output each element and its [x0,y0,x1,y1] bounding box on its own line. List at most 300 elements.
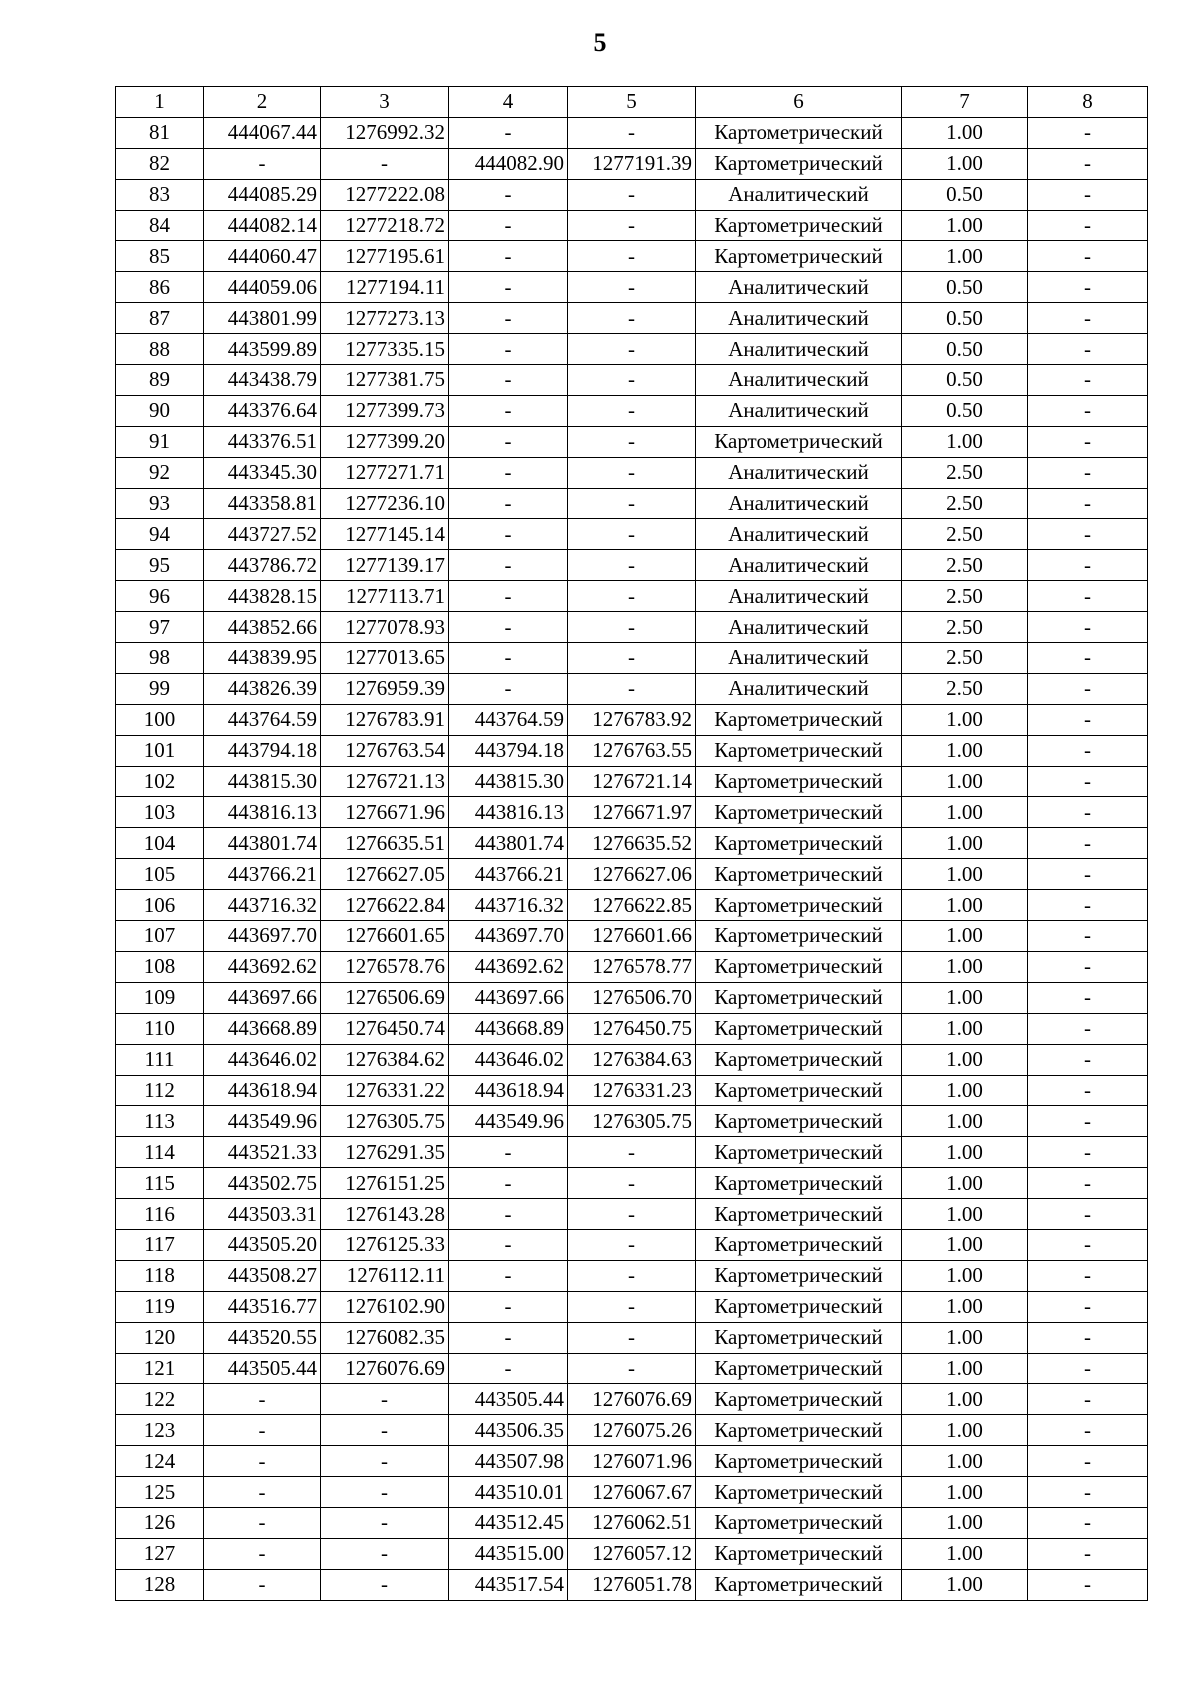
table-cell: 443815.30 [449,766,568,797]
table-cell: 1.00 [902,241,1028,272]
table-row [116,1477,1148,1508]
table-cell: - [449,1168,568,1199]
table-cell: Картометрический [696,148,902,179]
table-cell: 1277271.71 [321,457,449,488]
table-cell: 100 [116,704,204,735]
table-row [116,1446,1148,1477]
table-cell: Картометрический [696,890,902,921]
table-cell: 120 [116,1322,204,1353]
table-row [116,426,1148,457]
table-cell: 1276067.67 [568,1477,696,1508]
table-cell: 1276671.96 [321,797,449,828]
table-cell: Аналитический [696,334,902,365]
table-cell: 1.00 [902,828,1028,859]
table-cell: - [1028,643,1148,674]
table-cell: 443828.15 [204,581,321,612]
table-cell: - [568,1229,696,1260]
table-cell: 128 [116,1569,204,1600]
table-row [116,179,1148,210]
table-cell: 444085.29 [204,179,321,210]
table-cell: 126 [116,1507,204,1538]
table-cell: 443697.70 [204,921,321,952]
table-cell: 98 [116,643,204,674]
table-cell: - [1028,1353,1148,1384]
table-cell: - [1028,1044,1148,1075]
table-row [116,1322,1148,1353]
table-cell: - [1028,1168,1148,1199]
table-cell: 118 [116,1260,204,1291]
table-cell: - [1028,1291,1148,1322]
table-cell: 1277139.17 [321,550,449,581]
table-cell: 108 [116,951,204,982]
table-cell: 1276506.70 [568,982,696,1013]
table-cell: - [568,519,696,550]
table-cell: 1276763.54 [321,735,449,766]
table-cell: 1276125.33 [321,1229,449,1260]
table-cell: 1.00 [902,1013,1028,1044]
table-cell: - [1028,210,1148,241]
table-cell: - [321,1507,449,1538]
table-cell: - [568,457,696,488]
table-cell: - [449,1137,568,1168]
table-cell: 444082.90 [449,148,568,179]
table-cell: 1276051.78 [568,1569,696,1600]
table-cell: - [449,519,568,550]
table-cell: 443852.66 [204,612,321,643]
table-cell: 443786.72 [204,550,321,581]
table-cell: 443505.44 [449,1384,568,1415]
table-cell: 443801.74 [204,828,321,859]
table-row [116,457,1148,488]
table-cell: 0.50 [902,303,1028,334]
table-row [116,272,1148,303]
table-cell: - [1028,982,1148,1013]
table-cell: 443826.39 [204,673,321,704]
table-cell: 1276763.55 [568,735,696,766]
table-cell: 1277218.72 [321,210,449,241]
table-cell: Аналитический [696,179,902,210]
table-cell: - [1028,1477,1148,1508]
table-cell: - [204,1507,321,1538]
table-cell: - [449,1322,568,1353]
table-cell: 443794.18 [204,735,321,766]
table-row [116,828,1148,859]
table-cell: 2.50 [902,673,1028,704]
table-cell: - [1028,1507,1148,1538]
table-cell: - [1028,828,1148,859]
table-cell: Аналитический [696,550,902,581]
table-cell: - [1028,426,1148,457]
table-cell: - [1028,1199,1148,1230]
table-cell: - [568,488,696,519]
table-row [116,210,1148,241]
table-cell: - [449,365,568,396]
table-cell: 443508.27 [204,1260,321,1291]
table-cell: 1.00 [902,1137,1028,1168]
table-cell: Картометрический [696,1168,902,1199]
table-cell: - [1028,1013,1148,1044]
table-cell: Картометрический [696,1415,902,1446]
table-cell: 124 [116,1446,204,1477]
table-cell: - [449,210,568,241]
table-cell: 127 [116,1538,204,1569]
table-cell: Картометрический [696,797,902,828]
table-cell: - [449,303,568,334]
table-cell: 443503.31 [204,1199,321,1230]
table-cell: - [568,334,696,365]
table-cell: 99 [116,673,204,704]
table-cell: - [568,395,696,426]
table-cell: Картометрический [696,426,902,457]
table-cell: 443376.64 [204,395,321,426]
table-cell: - [1028,179,1148,210]
table-cell: - [1028,1384,1148,1415]
table-cell: - [1028,272,1148,303]
table-cell: Картометрический [696,828,902,859]
table-cell: 0.50 [902,334,1028,365]
table-cell: 443727.52 [204,519,321,550]
table-cell: - [449,426,568,457]
table-cell: - [449,334,568,365]
table-cell: - [1028,766,1148,797]
table-cell: - [449,272,568,303]
table-cell: 1276305.75 [321,1106,449,1137]
table-header-row [116,87,1148,118]
table-cell: 2.50 [902,612,1028,643]
table-cell: 443668.89 [204,1013,321,1044]
table-cell: - [568,210,696,241]
table-cell: - [204,1446,321,1477]
table-cell: 1276143.28 [321,1199,449,1230]
table-cell: - [204,1415,321,1446]
table-cell: 443502.75 [204,1168,321,1199]
table-cell: 116 [116,1199,204,1230]
table-cell: - [1028,1322,1148,1353]
table-cell: - [568,1137,696,1168]
table-row [116,488,1148,519]
table-cell: - [1028,395,1148,426]
table-cell: - [568,581,696,612]
table-cell: Картометрический [696,982,902,1013]
table-cell: 81 [116,117,204,148]
table-cell: Картометрический [696,1106,902,1137]
table-cell: 96 [116,581,204,612]
table-cell: 1276082.35 [321,1322,449,1353]
table-cell: 443599.89 [204,334,321,365]
table-cell: 1.00 [902,704,1028,735]
table-cell: 1276578.76 [321,951,449,982]
table-cell: 443764.59 [449,704,568,735]
table-cell: Картометрический [696,1075,902,1106]
table-cell: - [449,395,568,426]
table-cell: Картометрический [696,1538,902,1569]
table-cell: - [204,1538,321,1569]
table-cell: - [204,1384,321,1415]
table-cell: 443510.01 [449,1477,568,1508]
table-cell: - [1028,1415,1148,1446]
table-cell: - [1028,612,1148,643]
table-cell: 1276450.74 [321,1013,449,1044]
table-cell: - [449,550,568,581]
table-cell: - [449,1229,568,1260]
table-cell: 110 [116,1013,204,1044]
table-cell: 1277381.75 [321,365,449,396]
table-cell: Картометрический [696,1322,902,1353]
table-cell: 1276112.11 [321,1260,449,1291]
table-cell: - [1028,859,1148,890]
table-cell: 443521.33 [204,1137,321,1168]
table-cell: 1276075.26 [568,1415,696,1446]
table-cell: 117 [116,1229,204,1260]
table-cell: 1.00 [902,1538,1028,1569]
table-cell: 109 [116,982,204,1013]
table-row [116,1168,1148,1199]
table-cell: 443506.35 [449,1415,568,1446]
table-cell: 444060.47 [204,241,321,272]
table-row [116,395,1148,426]
table-cell: 443512.45 [449,1507,568,1538]
table-cell: 443505.20 [204,1229,321,1260]
table-cell: - [449,179,568,210]
table-row [116,365,1148,396]
table-cell: Аналитический [696,612,902,643]
table-cell: - [1028,519,1148,550]
table-cell: 1277399.73 [321,395,449,426]
table-cell: Аналитический [696,303,902,334]
table-cell: 97 [116,612,204,643]
table-cell: - [568,1260,696,1291]
table-cell: Картометрический [696,1044,902,1075]
table-cell: 1276959.39 [321,673,449,704]
table-cell: - [568,365,696,396]
table-cell: 443646.02 [449,1044,568,1075]
table-cell: 1276622.85 [568,890,696,921]
table-cell: Картометрический [696,1384,902,1415]
table-cell: - [568,1199,696,1230]
table-row [116,334,1148,365]
table-cell: 0.50 [902,179,1028,210]
table-cell: 444067.44 [204,117,321,148]
table-cell: 443692.62 [204,951,321,982]
table-cell: 114 [116,1137,204,1168]
table-cell: 1277078.93 [321,612,449,643]
table-cell: 90 [116,395,204,426]
table-cell: 1277145.14 [321,519,449,550]
table-cell: - [568,1353,696,1384]
table-cell: 1276076.69 [321,1353,449,1384]
table-row [116,1384,1148,1415]
table-row [116,241,1148,272]
table-cell: 443794.18 [449,735,568,766]
table-cell: 94 [116,519,204,550]
table-cell: 443358.81 [204,488,321,519]
table-cell: 1.00 [902,148,1028,179]
table-row [116,303,1148,334]
table-cell: Аналитический [696,673,902,704]
table-cell: 1276102.90 [321,1291,449,1322]
table-row [116,766,1148,797]
table-cell: 1.00 [902,1322,1028,1353]
table-cell: 1276384.62 [321,1044,449,1075]
table-cell: - [1028,735,1148,766]
table-cell: - [449,488,568,519]
table-cell: 1276331.23 [568,1075,696,1106]
table-cell: 443516.77 [204,1291,321,1322]
column-header-5: 5 [568,87,696,118]
table-cell: 443549.96 [449,1106,568,1137]
table-row [116,148,1148,179]
table-row [116,704,1148,735]
table-cell: Аналитический [696,643,902,674]
table-row [116,1538,1148,1569]
table-cell: 1277335.15 [321,334,449,365]
table-cell: - [1028,951,1148,982]
table-row [116,982,1148,1013]
table-cell: 444059.06 [204,272,321,303]
table-cell: - [568,303,696,334]
table-cell: 1276992.32 [321,117,449,148]
table-cell: - [321,1415,449,1446]
table-cell: - [449,1353,568,1384]
table-cell: - [1028,890,1148,921]
table-cell: 2.50 [902,519,1028,550]
table-cell: 1276783.91 [321,704,449,735]
table-cell: 443766.21 [449,859,568,890]
table-cell: 1277222.08 [321,179,449,210]
table-cell: 103 [116,797,204,828]
table-cell: 443766.21 [204,859,321,890]
table-cell: 443515.00 [449,1538,568,1569]
table-row [116,550,1148,581]
table-cell: 1276384.63 [568,1044,696,1075]
table-row [116,1137,1148,1168]
table-cell: 0.50 [902,272,1028,303]
table-cell: - [1028,1137,1148,1168]
table-cell: - [321,1538,449,1569]
table-cell: - [449,117,568,148]
table-row [116,1229,1148,1260]
table-cell: 1276721.13 [321,766,449,797]
table-cell: - [568,550,696,581]
table-row [116,921,1148,952]
table-cell: 93 [116,488,204,519]
table-cell: - [568,426,696,457]
column-header-4: 4 [449,87,568,118]
table-cell: 106 [116,890,204,921]
table-cell: 443438.79 [204,365,321,396]
table-cell: 107 [116,921,204,952]
table-cell: 1.00 [902,1199,1028,1230]
table-cell: 1.00 [902,1569,1028,1600]
table-cell: Картометрический [696,1569,902,1600]
table-cell: 1.00 [902,1415,1028,1446]
table-cell: 1.00 [902,1044,1028,1075]
table-cell: 1.00 [902,1106,1028,1137]
table-cell: 1.00 [902,1507,1028,1538]
table-cell: 88 [116,334,204,365]
table-cell: 2.50 [902,550,1028,581]
table-cell: 1276506.69 [321,982,449,1013]
column-header-7: 7 [902,87,1028,118]
table-cell: - [449,581,568,612]
table-cell: 1.00 [902,890,1028,921]
table-cell: 85 [116,241,204,272]
table-row [116,1106,1148,1137]
table-row [116,797,1148,828]
table-cell: 1.00 [902,1477,1028,1508]
table-row [116,1260,1148,1291]
table-cell: - [568,1168,696,1199]
table-cell: - [321,1446,449,1477]
table-cell: 1276057.12 [568,1538,696,1569]
table-row [116,643,1148,674]
table-cell: 121 [116,1353,204,1384]
table-cell: - [1028,148,1148,179]
table-cell: 1276721.14 [568,766,696,797]
table-cell: - [1028,550,1148,581]
table-cell: Аналитический [696,488,902,519]
table-row [116,612,1148,643]
table-row [116,1507,1148,1538]
table-cell: 1.00 [902,426,1028,457]
table-cell: - [204,1477,321,1508]
table-cell: 443505.44 [204,1353,321,1384]
table-cell: 443345.30 [204,457,321,488]
table-cell: 1.00 [902,951,1028,982]
table-cell: Картометрический [696,1291,902,1322]
table-cell: - [1028,673,1148,704]
table-row [116,117,1148,148]
table-cell: 82 [116,148,204,179]
table-cell: - [1028,457,1148,488]
table-cell: 443692.62 [449,951,568,982]
table-cell: 443697.66 [204,982,321,1013]
table-cell: 95 [116,550,204,581]
table-row [116,673,1148,704]
table-cell: - [1028,1538,1148,1569]
table-cell: Аналитический [696,519,902,550]
table-row [116,1013,1148,1044]
table-cell: 0.50 [902,395,1028,426]
table-cell: - [568,1322,696,1353]
table-body [116,117,1148,1600]
table-cell: Картометрический [696,1260,902,1291]
table-cell: 1.00 [902,117,1028,148]
table-cell: 444082.14 [204,210,321,241]
table-cell: - [321,1569,449,1600]
table-cell: 119 [116,1291,204,1322]
table-cell: 2.50 [902,581,1028,612]
table-cell: 1.00 [902,735,1028,766]
table-cell: 1277113.71 [321,581,449,612]
table-cell: - [449,612,568,643]
table-cell: 125 [116,1477,204,1508]
table-cell: 443815.30 [204,766,321,797]
table-cell: 1.00 [902,1353,1028,1384]
table-cell: - [1028,1260,1148,1291]
table-cell: 83 [116,179,204,210]
table-cell: 443716.32 [449,890,568,921]
table-cell: - [449,643,568,674]
table-cell: Картометрический [696,210,902,241]
table-cell: 1.00 [902,921,1028,952]
table-cell: 443618.94 [449,1075,568,1106]
table-row [116,581,1148,612]
table-cell: 1276291.35 [321,1137,449,1168]
table-row [116,1415,1148,1446]
table-cell: - [568,241,696,272]
table-row [116,1353,1148,1384]
